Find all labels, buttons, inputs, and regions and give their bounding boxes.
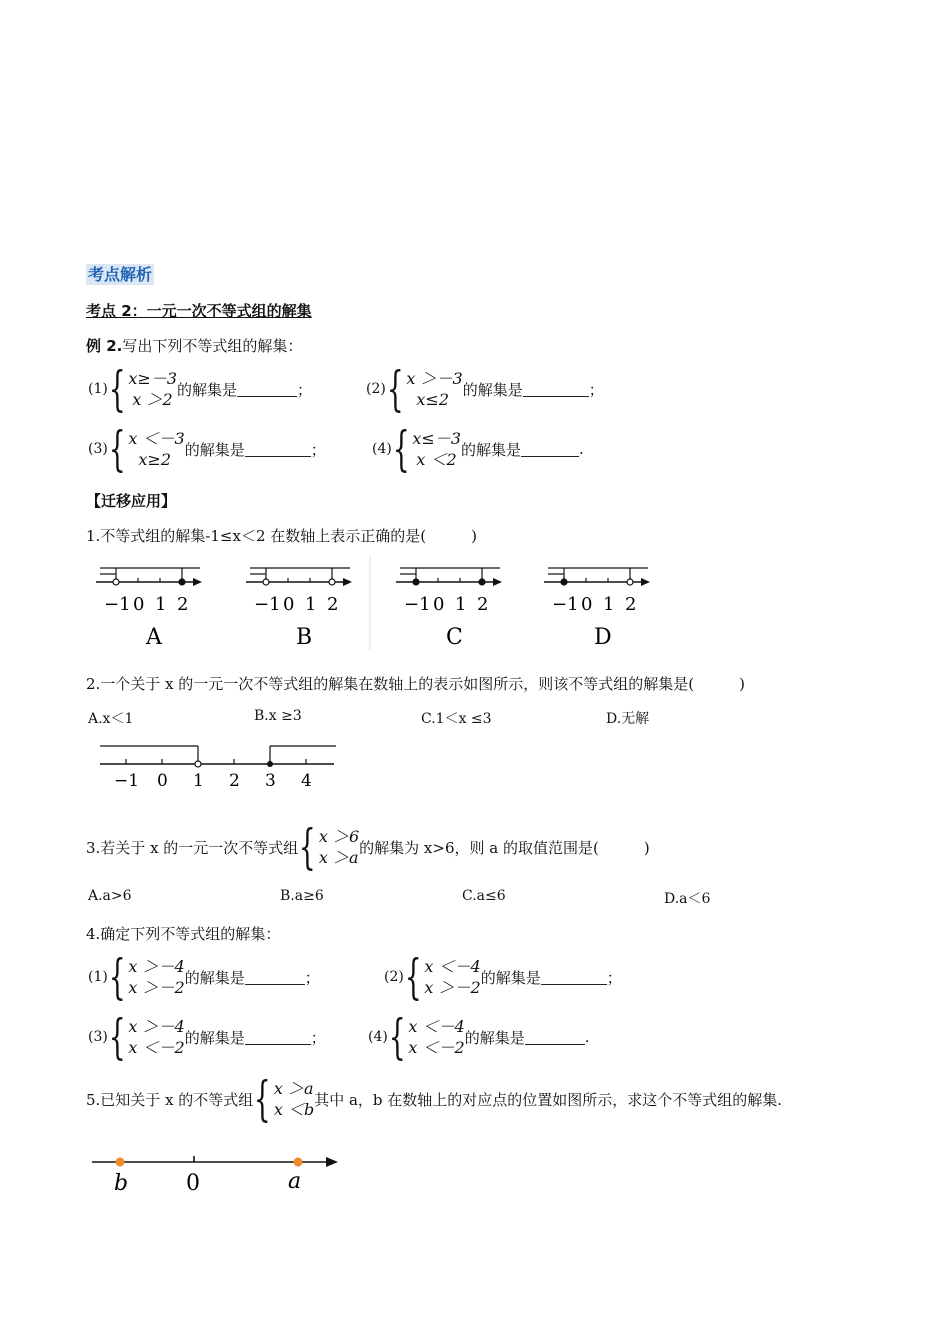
answer-blank[interactable] bbox=[245, 1030, 311, 1045]
tick-label: −1 bbox=[404, 594, 431, 615]
q3-option-c[interactable]: C.a≤6 bbox=[462, 888, 506, 904]
example-label: 例 2. bbox=[86, 337, 123, 355]
q3-option-d[interactable]: D.a＜6 bbox=[664, 891, 711, 907]
q2-option-d[interactable]: D.无解 bbox=[606, 711, 650, 727]
q4-text: 4.确定下列不等式组的解集： bbox=[86, 925, 281, 943]
transfer-heading: 【迁移应用】 bbox=[86, 492, 177, 510]
tick-label: 1 bbox=[603, 594, 615, 615]
q5-text: 5.已知关于 x 的不等式组 { x ＞a x ＜b 其中 a，b 在数轴上的对应点的位置如图所示，求这个不等式组的解集. bbox=[86, 1071, 783, 1127]
tick-label: 0 bbox=[283, 594, 295, 615]
brace-icon: { bbox=[108, 1009, 126, 1065]
label-zero: 0 bbox=[186, 1171, 200, 1196]
tick-label: −1 bbox=[254, 594, 281, 615]
tick-label: 2 bbox=[177, 594, 189, 615]
q1-text: 1.不等式组的解集-1≤x＜2 在数轴上表示正确的是( ) bbox=[86, 527, 477, 545]
brace-icon: { bbox=[108, 421, 126, 477]
point-b bbox=[116, 1158, 125, 1167]
example-item-4: (4) { x≤－3 x ＜2 的解集是 . bbox=[372, 421, 584, 477]
q5-number-line bbox=[88, 1146, 348, 1196]
q2-number-line bbox=[96, 738, 346, 798]
q2-option-c[interactable]: C.1＜x ≤3 bbox=[421, 711, 492, 727]
brace-icon: { bbox=[299, 819, 316, 875]
brace-icon: { bbox=[108, 361, 126, 417]
tick-label: 0 bbox=[581, 594, 593, 615]
tick-label: −1 bbox=[104, 594, 131, 615]
label-a: a bbox=[288, 1169, 302, 1194]
topic-heading: 考点 2：一元一次不等式组的解集 bbox=[86, 302, 312, 320]
q3-option-b[interactable]: B.a≥6 bbox=[280, 888, 324, 904]
tick-label: 2 bbox=[229, 771, 240, 791]
tick-label: 2 bbox=[477, 594, 489, 615]
brace-icon: { bbox=[386, 361, 404, 417]
answer-blank[interactable] bbox=[521, 442, 579, 457]
endpoint-right bbox=[627, 579, 633, 585]
q2-text: 2.一个关于 x 的一元一次不等式组的解集在数轴上的表示如图所示，则该不等式组的解集是( ) bbox=[86, 675, 746, 693]
brace-icon: { bbox=[392, 421, 410, 477]
answer-blank[interactable] bbox=[523, 382, 589, 397]
label-b: b bbox=[114, 1171, 129, 1196]
tick-label: −1 bbox=[552, 594, 579, 615]
arrow-icon bbox=[326, 1157, 338, 1167]
option-label: B bbox=[296, 625, 313, 650]
endpoint-right bbox=[179, 579, 185, 585]
example-2 bbox=[86, 335, 302, 356]
q1-number-lines bbox=[88, 554, 678, 654]
q3-option-a[interactable]: A.a>6 bbox=[88, 888, 132, 904]
tick-label: 1 bbox=[455, 594, 467, 615]
example-item-3: (3) { x ＜－3 x≥2 的解集是 ； bbox=[88, 421, 326, 477]
option-label: D bbox=[594, 625, 612, 650]
endpoint-left bbox=[113, 579, 119, 585]
endpoint-left bbox=[413, 579, 419, 585]
answer-blank[interactable] bbox=[525, 1030, 585, 1045]
arrow-icon bbox=[493, 578, 502, 586]
q2-option-a[interactable]: A.x＜1 bbox=[88, 711, 134, 727]
arrow-icon bbox=[193, 578, 202, 586]
tick-label: 1 bbox=[305, 594, 317, 615]
open-point bbox=[195, 761, 201, 767]
endpoint-right bbox=[479, 579, 485, 585]
endpoint-left bbox=[561, 579, 567, 585]
tick-label: 0 bbox=[157, 771, 168, 791]
answer-blank[interactable] bbox=[237, 382, 297, 397]
tick-label: 3 bbox=[265, 771, 276, 791]
q4-item-4: (4) { x ＜－4 x ＜－2 的解集是 . bbox=[368, 1009, 590, 1065]
q2-diagram bbox=[100, 746, 336, 791]
answer-blank[interactable] bbox=[541, 970, 607, 985]
answer-blank[interactable] bbox=[245, 442, 311, 457]
brace-icon: { bbox=[108, 949, 126, 1005]
tick-label: 1 bbox=[193, 771, 204, 791]
tick-label: 1 bbox=[155, 594, 167, 615]
tick-label: 0 bbox=[433, 594, 445, 615]
example-item-1: (1) { x≥－3 x ＞2 的解集是 ； bbox=[88, 361, 313, 417]
endpoint-right bbox=[329, 579, 335, 585]
point-a bbox=[294, 1158, 303, 1167]
brace-icon: { bbox=[404, 949, 422, 1005]
tick-label: 2 bbox=[625, 594, 637, 615]
q4-item-3: (3) { x ＞－4 x ＜－2 的解集是 ； bbox=[88, 1009, 326, 1065]
q1-diagrams bbox=[96, 568, 650, 650]
option-label: C bbox=[446, 625, 463, 650]
answer-blank[interactable] bbox=[245, 970, 305, 985]
brace-icon: { bbox=[388, 1009, 406, 1065]
tick-label: 4 bbox=[301, 771, 312, 791]
example-text: 写出下列不等式组的解集： bbox=[122, 337, 303, 355]
tick-label: 2 bbox=[327, 594, 339, 615]
tick-label: −1 bbox=[114, 771, 140, 791]
option-label: A bbox=[146, 625, 162, 650]
arrow-icon bbox=[641, 578, 650, 586]
arrow-icon bbox=[343, 578, 352, 586]
endpoint-left bbox=[263, 579, 269, 585]
q2-option-b[interactable]: B.x ≥3 bbox=[254, 708, 302, 724]
brace-icon: { bbox=[254, 1071, 271, 1127]
closed-point bbox=[267, 761, 273, 767]
tick-label: 0 bbox=[133, 594, 145, 615]
section-title: 考点解析 bbox=[88, 265, 153, 284]
q4-item-2: (2) { x ＜－4 x ＞－2 的解集是 ； bbox=[384, 949, 622, 1005]
q3-text: 3.若关于 x 的一元一次不等式组 { x ＞6 x ＞a 的解集为 x>6，则 a 的取值范围是( ) bbox=[86, 819, 650, 875]
example-item-2: (2) { x ＞－3 x≤2 的解集是 ； bbox=[366, 361, 604, 417]
q4-item-1: (1) { x ＞－4 x ＞－2 的解集是 ； bbox=[88, 949, 320, 1005]
